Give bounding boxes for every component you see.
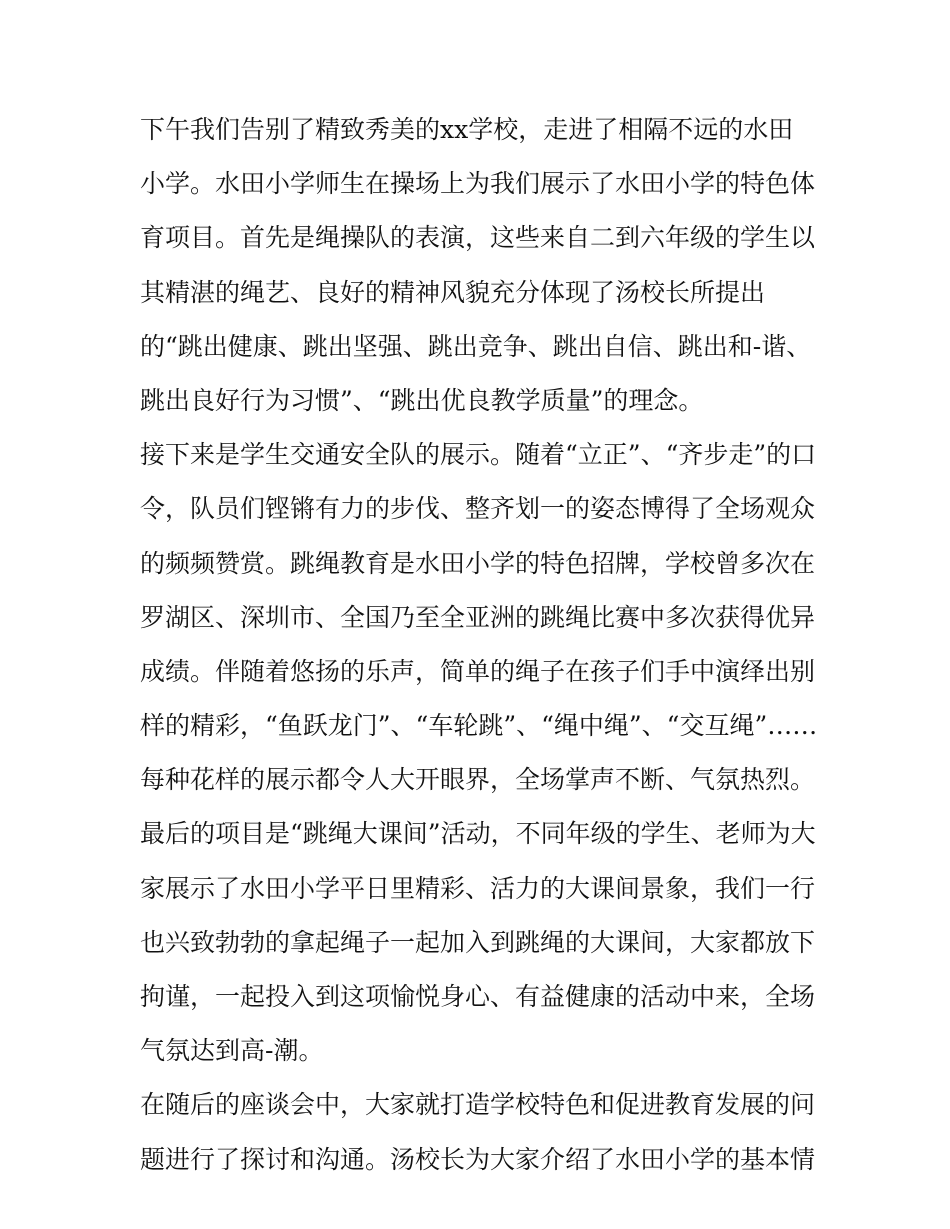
text-line: 样的精彩，“鱼跃龙门”、“车轮跳”、“绳中绳”、“交互绳”……: [140, 711, 818, 741]
text-line: 育项目。首先是绳操队的表演，这些来自二到六年级的学生以: [140, 223, 816, 253]
text-line: 在随后的座谈会中，大家就打造学校特色和促进教育发展的问: [140, 1090, 816, 1120]
document-body: [140, 103, 820, 1187]
text-line: 罗湖区、深圳市、全国乃至全亚洲的跳绳比赛中多次获得优异: [140, 602, 816, 632]
text-line: 成绩。伴随着悠扬的乐声，简单的绳子在孩子们手中演绎出别: [140, 656, 816, 686]
text-line: 家展示了水田小学平日里精彩、活力的大课间景象，我们一行: [140, 873, 816, 903]
text-line: 的“跳出健康、跳出坚强、跳出竞争、跳出自信、跳出和-谐、: [140, 331, 812, 361]
text-line: 也兴致勃勃的拿起绳子一起加入到跳绳的大课间，大家都放下: [140, 927, 816, 957]
text-line: 最后的项目是“跳绳大课间”活动，不同年级的学生、老师为大: [140, 819, 816, 849]
text-line: 跳出良好行为习惯”、“跳出优良教学质量”的理念。: [140, 385, 704, 415]
text-line: 令，队员们铿锵有力的步伐、整齐划一的姿态博得了全场观众: [140, 494, 816, 524]
text-line: 其精湛的绳艺、良好的精神风貌充分体现了汤校长所提出: [140, 277, 766, 307]
text-line: 的频频赞赏。跳绳教育是水田小学的特色招牌，学校曾多次在: [140, 548, 816, 578]
text-line: 小学。水田小学师生在操场上为我们展示了水田小学的特色体: [140, 169, 816, 199]
text-line: 接下来是学生交通安全队的展示。随着“立正”、“齐步走”的口: [140, 440, 817, 470]
text-line: 拘谨，一起投入到这项愉悦身心、有益健康的活动中来，全场: [140, 982, 816, 1011]
text-line: 下午我们告别了精致秀美的xx学校，走进了相隔不远的水田: [140, 115, 794, 144]
text-line: 每种花样的展示都令人大开眼界，全场掌声不断、气氛热烈。: [140, 765, 816, 795]
text-line: 题进行了探讨和沟通。汤校长为大家介绍了水田小学的基本情: [140, 1144, 816, 1174]
text-line: 气氛达到高-潮。: [140, 1036, 324, 1066]
